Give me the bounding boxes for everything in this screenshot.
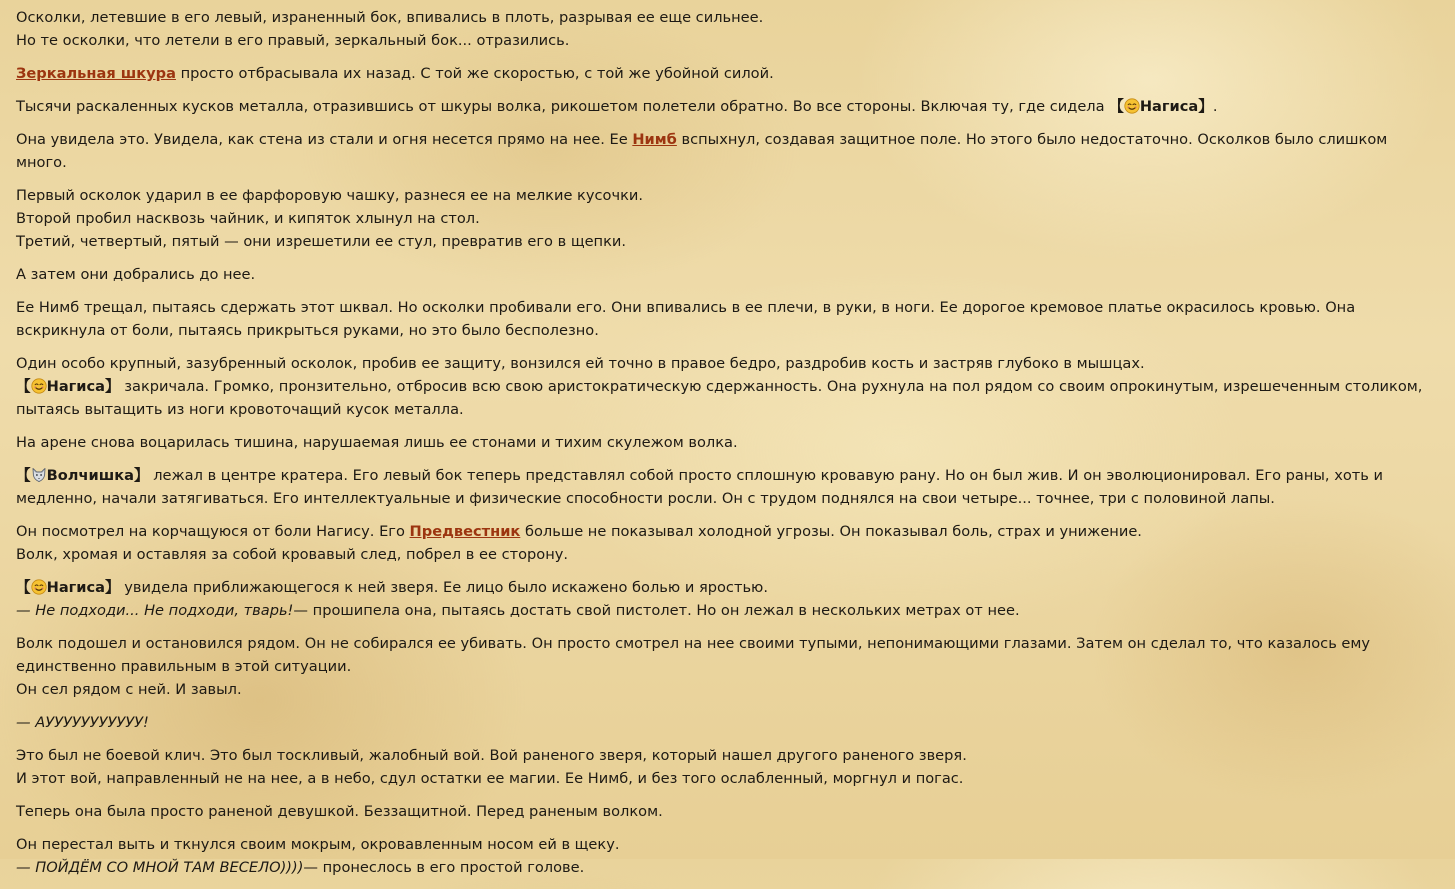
text-line: Осколки, летевшие в его левый, израненный бок, впивались в плоть, разрывая ее еще сильнее. bbox=[16, 9, 764, 26]
bracket-open: 【 bbox=[16, 378, 31, 395]
speech-line: — Не подходи... Не подходи, тварь! bbox=[16, 602, 294, 619]
bracket-open: 【 bbox=[16, 467, 31, 484]
paragraph bbox=[16, 62, 1441, 85]
paragraph bbox=[16, 464, 1441, 510]
harbinger-link[interactable]: Предвестник bbox=[409, 523, 521, 540]
text-line: Теперь она была просто раненой девушкой. Беззащитной. Перед раненым волком. bbox=[16, 803, 663, 820]
name-tag-nagisa bbox=[1109, 98, 1213, 115]
smiling-face-icon bbox=[31, 579, 47, 595]
speech-line: — АУУУУУУУУУУУ! bbox=[16, 714, 149, 731]
text-line: А затем они добрались до нее. bbox=[16, 266, 256, 283]
text-line: Волк, хромая и оставляя за собой кровавый след, побрел в ее сторону. bbox=[16, 546, 569, 563]
bracket-close: 】 bbox=[105, 378, 120, 395]
paragraph bbox=[16, 352, 1441, 421]
paragraph bbox=[16, 184, 1441, 253]
character-name: Волчишка bbox=[46, 467, 134, 484]
bracket-close: 】 bbox=[133, 467, 149, 484]
paragraph bbox=[16, 833, 1441, 879]
text-line: — пронеслось в его простой голове. bbox=[303, 859, 585, 876]
paragraph bbox=[16, 800, 1441, 823]
text-line: Он перестал выть и ткнулся своим мокрым, окровавленным носом ей в щеку. bbox=[16, 836, 620, 853]
text-line: вспыхнул, создавая защитное поле. Но этого было недостаточно. Осколков было слишком много. bbox=[16, 131, 1388, 171]
paragraph bbox=[16, 632, 1441, 701]
text-line: Ее Нимб трещал, пытаясь сдержать этот шквал. Но осколки пробивали его. Они впивались в ее плечи, в руки, в ноги. Ее дорогое кремовое платье окрасилось кровью. Она вскрикнула от боли, пытаясь прикрыться руками, но это было бесполезно. bbox=[16, 299, 1356, 339]
text-line: На арене снова воцарилась тишина, нарушаемая лишь ее стонами и тихим скулежом волка. bbox=[16, 434, 738, 451]
name-tag-nagisa bbox=[16, 579, 120, 596]
text-line: Волк подошел и остановился рядом. Он не собирался ее убивать. Он просто смотрел на нее своими тупыми, непонимающими глазами. Затем он сделал то, что казалось ему единственно правильным в этой ситуации. bbox=[16, 635, 1371, 675]
paragraph bbox=[16, 711, 1441, 734]
character-name: Нагиса bbox=[46, 378, 106, 395]
bracket-open: 【 bbox=[16, 579, 31, 596]
text-line: больше не показывал холодной угрозы. Он показывал боль, страх и унижение. bbox=[520, 523, 1142, 540]
text-line: Но те осколки, что летели в его правый, зеркальный бок... отразились. bbox=[16, 32, 570, 49]
text-line: Он посмотрел на корчащуюся от боли Нагису. Его bbox=[16, 523, 410, 540]
smiling-face-icon bbox=[31, 378, 47, 394]
text-line: Третий, четвертый, пятый — они изрешетили ее стул, превратив его в щепки. bbox=[16, 233, 627, 250]
text-line: — прошипела она, пытаясь достать свой пистолет. Но он лежал в нескольких метрах от нее. bbox=[293, 602, 1020, 619]
text-line: Второй пробил насквозь чайник, и кипяток хлынул на стол. bbox=[16, 210, 480, 227]
paragraph bbox=[16, 431, 1441, 454]
text-line: просто отбрасывала их назад. С той же скоростью, с той же убойной силой. bbox=[175, 65, 774, 82]
bracket-close: 】 bbox=[1198, 98, 1213, 115]
text-line: . bbox=[1212, 98, 1218, 115]
name-tag-wolf bbox=[16, 467, 149, 484]
character-name: Нагиса bbox=[1139, 98, 1199, 115]
nimb-link[interactable]: Нимб bbox=[632, 131, 677, 148]
paragraph bbox=[16, 6, 1441, 52]
speech-line: — ПОЙДЁМ СО МНОЙ ТАМ ВЕСЕЛО)))) bbox=[16, 859, 304, 876]
bracket-close: 】 bbox=[105, 579, 120, 596]
text-line: Тысячи раскаленных кусков металла, отразившись от шкуры волка, рикошетом полетели обратно. Во все стороны. Включая ту, где сидела bbox=[16, 98, 1110, 115]
name-tag-nagisa bbox=[16, 378, 120, 395]
paragraph bbox=[16, 520, 1441, 566]
wolf-icon bbox=[31, 467, 47, 483]
paragraph bbox=[16, 128, 1441, 174]
paragraph bbox=[16, 576, 1441, 622]
text-line: Один особо крупный, зазубренный осколок, пробив ее защиту, вонзился ей точно в правое бедро, раздробив кость и застряв глубоко в мышцах. bbox=[16, 355, 1145, 372]
bracket-open: 【 bbox=[1109, 98, 1124, 115]
character-name: Нагиса bbox=[46, 579, 106, 596]
mirror-skin-link[interactable]: Зеркальная шкура bbox=[16, 65, 176, 82]
paragraph bbox=[16, 744, 1441, 790]
text-line: увидела приближающегося к ней зверя. Ее лицо было искажено болью и яростью. bbox=[119, 579, 768, 596]
paragraph bbox=[16, 95, 1441, 118]
text-line: Она увидела это. Увидела, как стена из стали и огня несется прямо на нее. Ее bbox=[16, 131, 633, 148]
text-line: закричала. Громко, пронзительно, отбросив всю свою аристократическую сдержанность. Она рухнула на пол рядом со своим опрокинутым, изрешеченным столиком, пытаясь вытащить из ноги кровоточащий кусок металла. bbox=[16, 378, 1423, 418]
text-line: Он сел рядом с ней. И завыл. bbox=[16, 681, 242, 698]
story-text bbox=[16, 6, 1441, 889]
paragraph bbox=[16, 263, 1441, 286]
text-line: Первый осколок ударил в ее фарфоровую чашку, разнеся ее на мелкие кусочки. bbox=[16, 187, 644, 204]
text-line: И этот вой, направленный не на нее, а в небо, сдул остатки ее магии. Ее Нимб, и без того ослабленный, моргнул и погас. bbox=[16, 770, 964, 787]
text-line: Это был не боевой клич. Это был тоскливый, жалобный вой. Вой раненого зверя, который нашел другого раненого зверя. bbox=[16, 747, 967, 764]
text-line: лежал в центре кратера. Его левый бок теперь представлял собой просто сплошную кровавую рану. Но он был жив. И он эволюционировал. Его раны, хоть и медленно, начали затягиваться. Его интеллектуальные и физические способности росли. Он с трудом поднялся на свои четыре... точнее, три с половиной лапы. bbox=[16, 467, 1383, 507]
smiling-face-icon bbox=[1124, 98, 1140, 114]
paragraph bbox=[16, 296, 1441, 342]
